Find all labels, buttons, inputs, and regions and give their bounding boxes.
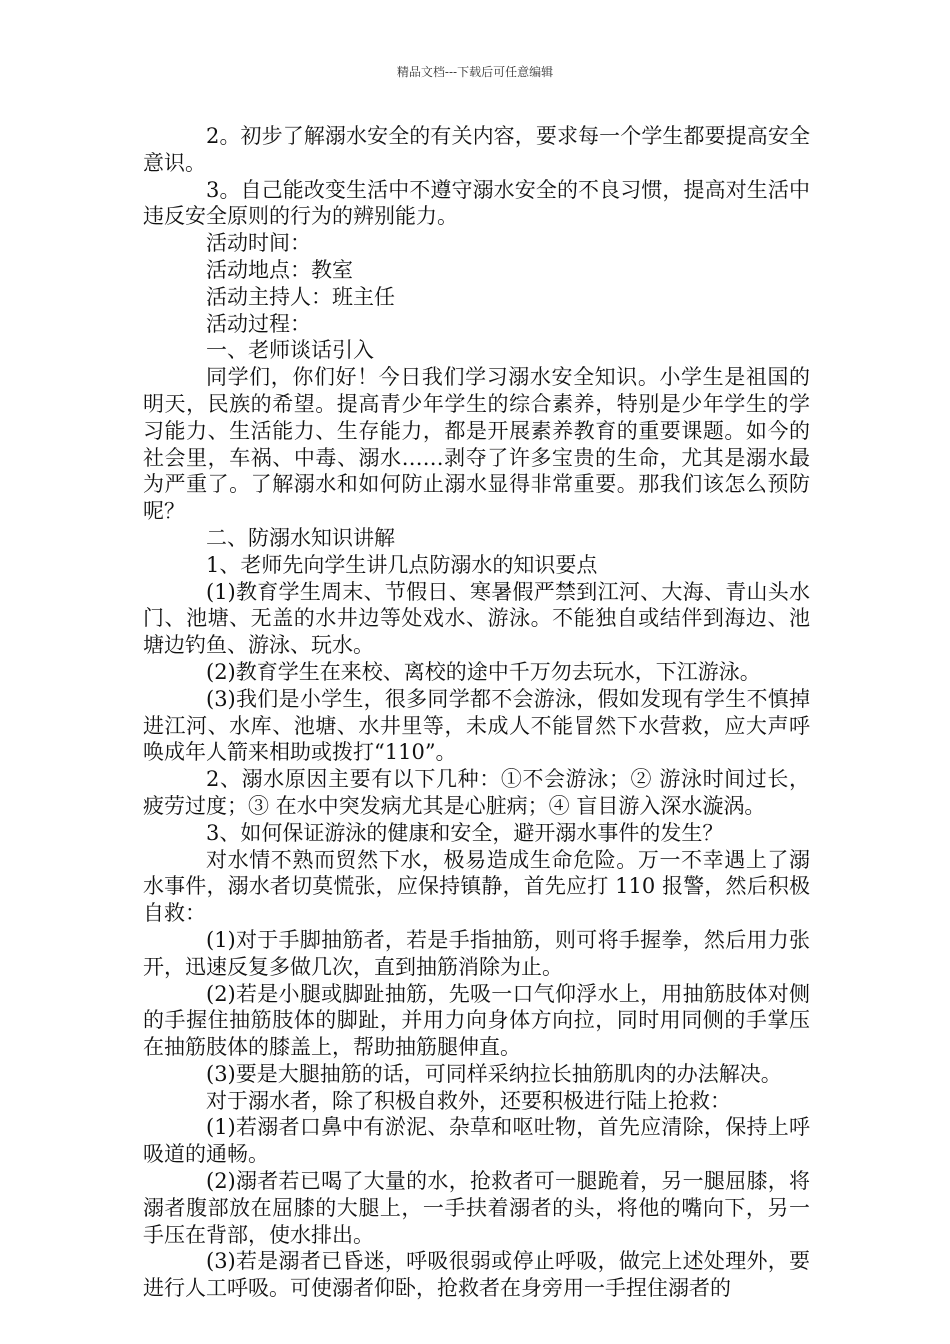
list-item: (1)教育学生周末、节假日、寒暑假严禁到江河、大海、青山头水门、池塘、无盖的水井边等处戏水、游泳。不能独自或结伴到海边、池塘边钓鱼、游泳、玩水。	[143, 579, 810, 658]
subheading-1: 1、老师先向学生讲几点防溺水的知识要点	[206, 552, 598, 577]
paragraph-intro: 同学们，你们好！今日我们学习溺水安全知识。小学生是祖国的明天，民族的希望。提高青少年学生的综合素养，特别是少年学生的学习能力、生活能力、生存能力，都是开展素养教育的重要课题。如今的社会里，车祸、中毒、溺水……剥夺了许多宝贵的生命，尤其是溺水最为严重了。了解溺水和如何防止溺水显得非常重要。那我们该怎么预防呢？	[143, 365, 810, 524]
paragraph-goal-2: 2。初步了解溺水安全的有关内容，要求每一个学生都要提高安全意识。	[143, 124, 810, 175]
paragraph-self-rescue: 对水情不熟而贸然下水，极易造成生命危险。万一不幸遇上了溺水事件，溺水者切莫慌张，应保持镇静，首先应打 110 报警，然后积极自救：	[143, 847, 810, 926]
activity-time: 活动时间：	[206, 231, 311, 256]
section-heading-1: 一、老师谈话引入	[206, 338, 374, 363]
document-body	[143, 123, 810, 1302]
page-header: 精品文档---下载后可任意编辑	[396, 65, 554, 79]
activity-process: 活动过程：	[206, 311, 311, 336]
list-item: (3)我们是小学生，很多同学都不会游泳，假如发现有学生不慎掉进江河、水库、池塘、水井里等，未成人不能冒然下水营救，应大声呼唤成年人箭来相助或拨打“110”。	[143, 686, 810, 765]
list-item: (2)溺者若已喝了大量的水，抢救者可一腿跪着，另一腿屈膝，将溺者腹部放在屈膝的大腿上，一手扶着溺者的头，将他的嘴向下，另一手压在背部，使水排出。	[143, 1169, 810, 1247]
list-item: (3)若是溺者已昏迷，呼吸很弱或停止呼吸，做完上述处理外，要进行人工呼吸。可使溺者仰卧，抢救者在身旁用一手捏住溺者的	[143, 1249, 810, 1301]
list-item: (1)若溺者口鼻中有淤泥、杂草和呕吐物，首先应清除，保持上呼吸道的通畅。	[143, 1115, 810, 1167]
section-heading-2: 二、防溺水知识讲解	[206, 525, 395, 550]
list-item: (3)要是大腿抽筋的话，可同样采纳拉长抽筋肌肉的办法解决。	[206, 1061, 782, 1086]
activity-host: 活动主持人：班主任	[206, 284, 395, 309]
activity-location: 活动地点：教室	[206, 257, 353, 282]
paragraph-land-rescue: 对于溺水者，除了积极自救外，还要积极进行陆上抢救：	[206, 1088, 731, 1113]
paragraph-goal-3: 3。自己能改变生活中不遵守溺水安全的不良习惯，提高对生活中违反安全原则的行为的辨别能力。	[143, 177, 810, 229]
list-item: (2)若是小腿或脚趾抽筋，先吸一口气仰浮水上，用抽筋肢体对侧的手握住抽筋肢体的脚趾，并用力向身体方向拉，同时用同侧的手掌压在抽筋肢体的膝盖上，帮助抽筋腿伸直。	[143, 981, 810, 1060]
list-item: (1)对于手脚抽筋者，若是手指抽筋，则可将手握拳，然后用力张开，迅速反复多做几次，直到抽筋消除为止。	[143, 927, 810, 979]
list-item: (2)教育学生在来校、离校的途中千万勿去玩水，下江游泳。	[206, 659, 761, 684]
subheading-3: 3、如何保证游泳的健康和安全，避开溺水事件的发生？	[206, 820, 724, 845]
subheading-2: 2、溺水原因主要有以下几种：①不会游泳；② 游泳时间过长，疲劳过度；③ 在水中突发病尤其是心脏病；④ 盲目游入深水漩涡。	[143, 767, 810, 818]
